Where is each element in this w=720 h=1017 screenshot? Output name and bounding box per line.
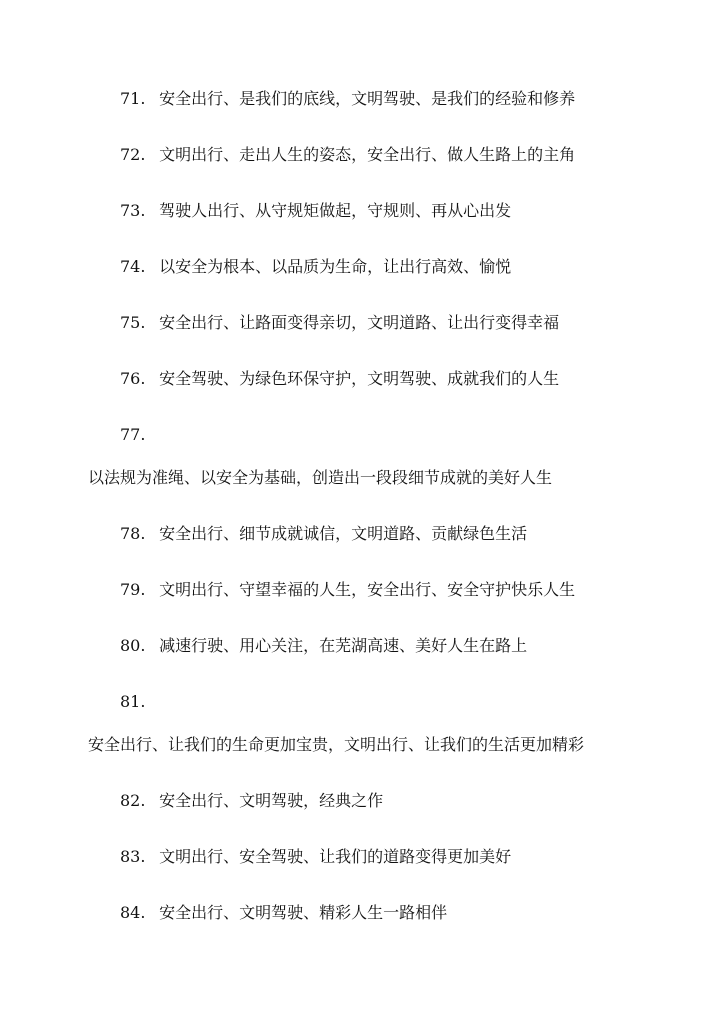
- item-number: 82.: [120, 791, 146, 810]
- list-item: [120, 524, 527, 544]
- list-item: [120, 847, 511, 867]
- item-number: 73.: [120, 201, 146, 220]
- item-number: 80.: [120, 636, 146, 655]
- list-item: [120, 580, 575, 600]
- list-item: [120, 369, 559, 389]
- item-text: 以法规为准绳、以安全为基础，创造出一段段细节成就的美好人生: [88, 468, 553, 487]
- list-item: [120, 313, 559, 333]
- item-number: 72.: [120, 145, 146, 164]
- item-number: 83.: [120, 847, 146, 866]
- list-item: [120, 903, 447, 923]
- list-item: [120, 257, 511, 277]
- item-number: 74.: [120, 257, 146, 276]
- item-text: 安全驾驶、为绿色环保守护，文明驾驶、成就我们的人生: [159, 369, 560, 388]
- item-number: 78.: [120, 524, 146, 543]
- item-text: 安全出行、文明驾驶，经典之作: [159, 791, 384, 810]
- item-text: 文明出行、安全驾驶、让我们的道路变得更加美好: [159, 847, 512, 866]
- item-text: 减速行驶、用心关注，在芜湖高速、美好人生在路上: [159, 636, 528, 655]
- item-text: 文明出行、守望幸福的人生，安全出行、安全守护快乐人生: [159, 580, 576, 599]
- list-item: [120, 145, 575, 165]
- item-text: 以安全为根本、以品质为生命，让出行高效、愉悦: [159, 257, 512, 276]
- item-number: 71.: [120, 89, 146, 108]
- item-text: 文明出行、走出人生的姿态，安全出行、做人生路上的主角: [159, 145, 576, 164]
- item-text: 安全出行、让我们的生命更加宝贵，文明出行、让我们的生活更加精彩: [88, 735, 585, 754]
- list-item: [120, 89, 575, 109]
- item-number: 76.: [120, 369, 146, 388]
- item-text: 安全出行、细节成就诚信，文明道路、贡献绿色生活: [159, 524, 528, 543]
- item-number: 84.: [120, 903, 146, 922]
- list-item: [120, 791, 383, 811]
- item-number: 77.: [120, 425, 146, 444]
- item-text: 驾驶人出行、从守规矩做起，守规则、再从心出发: [159, 201, 512, 220]
- list-item-text-line: [88, 735, 584, 755]
- list-item-number-line: [120, 692, 154, 712]
- list-item-text-line: [88, 468, 552, 488]
- item-number: 75.: [120, 313, 146, 332]
- item-number: 81.: [120, 692, 146, 711]
- item-text: 安全出行、文明驾驶、精彩人生一路相伴: [159, 903, 448, 922]
- item-text: 安全出行、是我们的底线，文明驾驶、是我们的经验和修养: [159, 89, 576, 108]
- item-number: 79.: [120, 580, 146, 599]
- item-text: 安全出行、让路面变得亲切，文明道路、让出行变得幸福: [159, 313, 560, 332]
- list-item: [120, 201, 511, 221]
- list-item: [120, 636, 527, 656]
- list-item-number-line: [120, 425, 154, 445]
